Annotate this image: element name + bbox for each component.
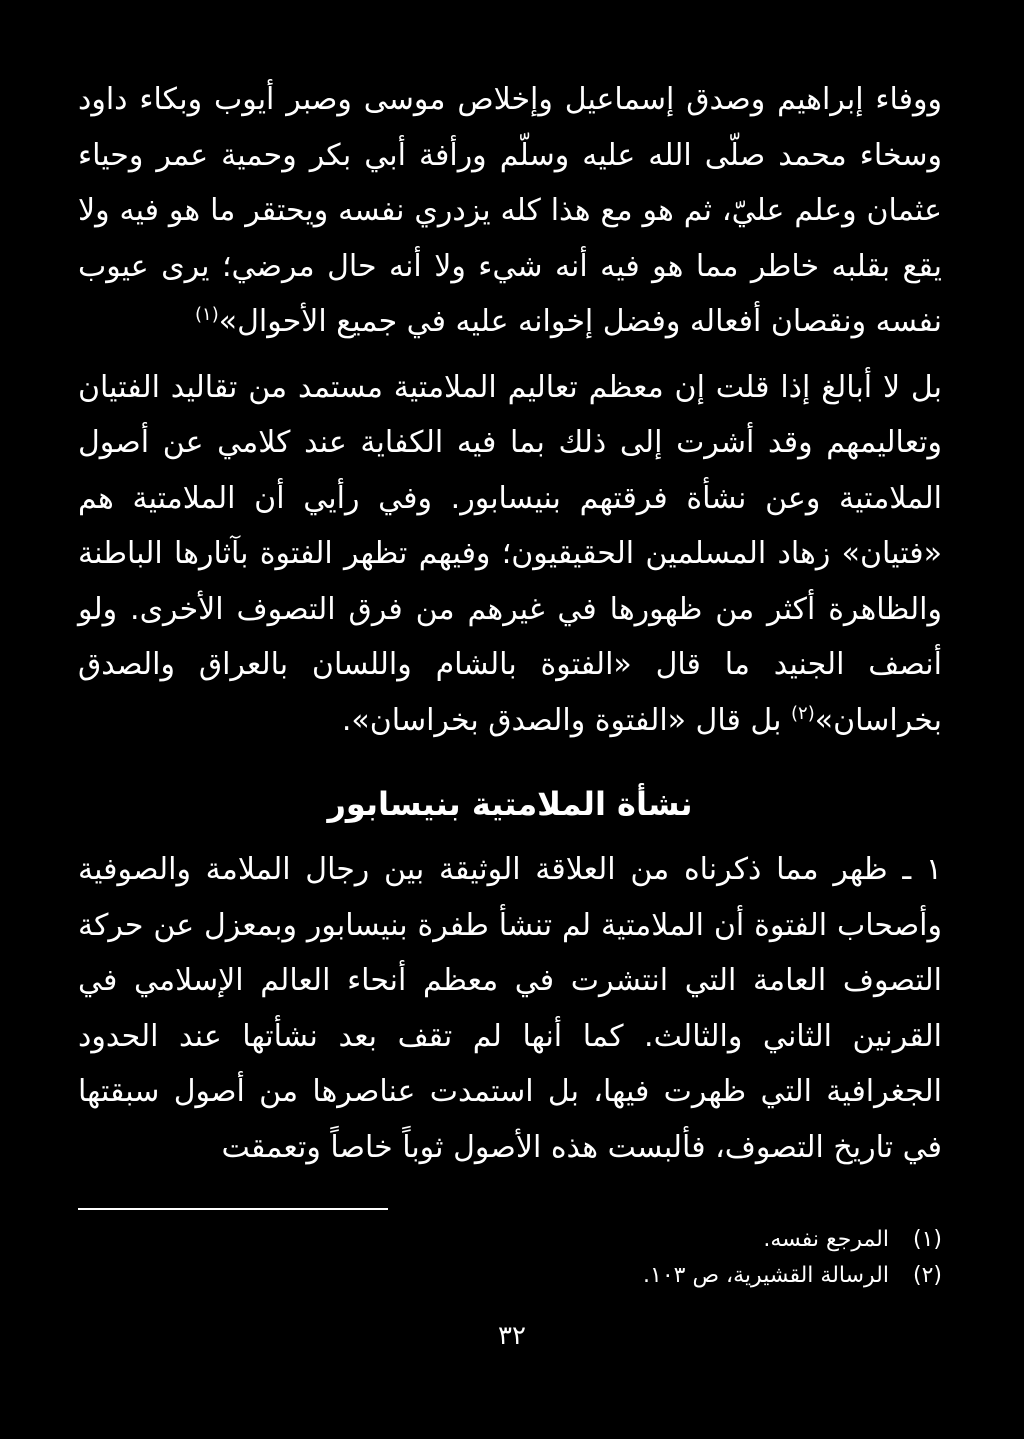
paragraph-1-text: ووفاء إبراهيم وصدق إسماعيل وإخلاص موسى وصبر أيوب وبكاء داود وسخاء محمد صلّى الله عليه وسلّم ورأفة أبي بكر وحمية عمر وحياء عثمان وعلم عليّ، ثم هو مع هذا كله يزدري نفسه ويحتقر ما هو فيه ولا يقع بقلبه خاطر مما هو فيه أنه شيء ولا أنه حال مرضي؛ يرى عيوب نفسه ونقصان أفعاله وفضل إخوانه عليه في جميع الأحوال» bbox=[78, 82, 942, 339]
paragraph-1 bbox=[78, 72, 942, 350]
page-body bbox=[78, 72, 942, 1175]
footnote-1-number: (١) bbox=[912, 1227, 942, 1252]
footnote-1-text: المرجع نفسه. bbox=[763, 1227, 889, 1252]
paragraph-2-text: بل لا أبالغ إذا قلت إن معظم تعاليم الملامتية مستمد من تقاليد الفتيان وتعاليمهم وقد أشرت إلى ذلك بما فيه الكفاية عند كلامي عن أصول الملامتية وعن نشأة فرقتهم بنيسابور. وفي رأيي أن الملامتية هم «فتيان» زهاد المسلمين الحقيقيون؛ وفيهم تظهر الفتوة بآثارها الباطنة والظاهرة أكثر من ظهورها في غيرهم من فرق التصوف الأخرى. ولو أنصف الجنيد ما قال «الفتوة بالشام واللسان بالعراق والصدق بخراسان» bbox=[78, 369, 942, 738]
footnotes bbox=[78, 1222, 942, 1294]
footnote-2-text: الرسالة القشيرية، ص ١٠٣. bbox=[643, 1263, 889, 1288]
page-number: ٣٢ bbox=[498, 1321, 526, 1351]
paragraph-2 bbox=[78, 360, 942, 749]
footnote-divider bbox=[78, 1208, 388, 1210]
section-paragraph: ١ ـ ظهر مما ذكرناه من العلاقة الوثيقة بين رجال الملامة والصوفية وأصحاب الفتوة أن الملامتية لم تنشأ طفرة بنيسابور وبمعزل عن حركة التصوف العامة التي انتشرت في معظم أنحاء العالم الإسلامي في القرنين الثاني والثالث. كما أنها لم تقف بعد نشأتها عند الحدود الجغرافية التي ظهرت فيها، بل استمدت عناصرها من أصول سبقتها في تاريخ التصوف، فألبست هذه الأصول ثوباً خاصاً وتعمقت bbox=[78, 852, 942, 1165]
footnote-marker-1: (١) bbox=[194, 304, 219, 325]
paragraph-2-tail: بل قال «الفتوة والصدق بخراسان». bbox=[341, 702, 782, 738]
footnote-marker-2: (٢) bbox=[791, 702, 815, 724]
footnote-2-number: (٢) bbox=[912, 1263, 942, 1288]
footnote-1 bbox=[78, 1222, 942, 1258]
footnote-2 bbox=[78, 1258, 942, 1294]
section-title: نشأة الملامتية بنيسابور bbox=[327, 785, 693, 823]
